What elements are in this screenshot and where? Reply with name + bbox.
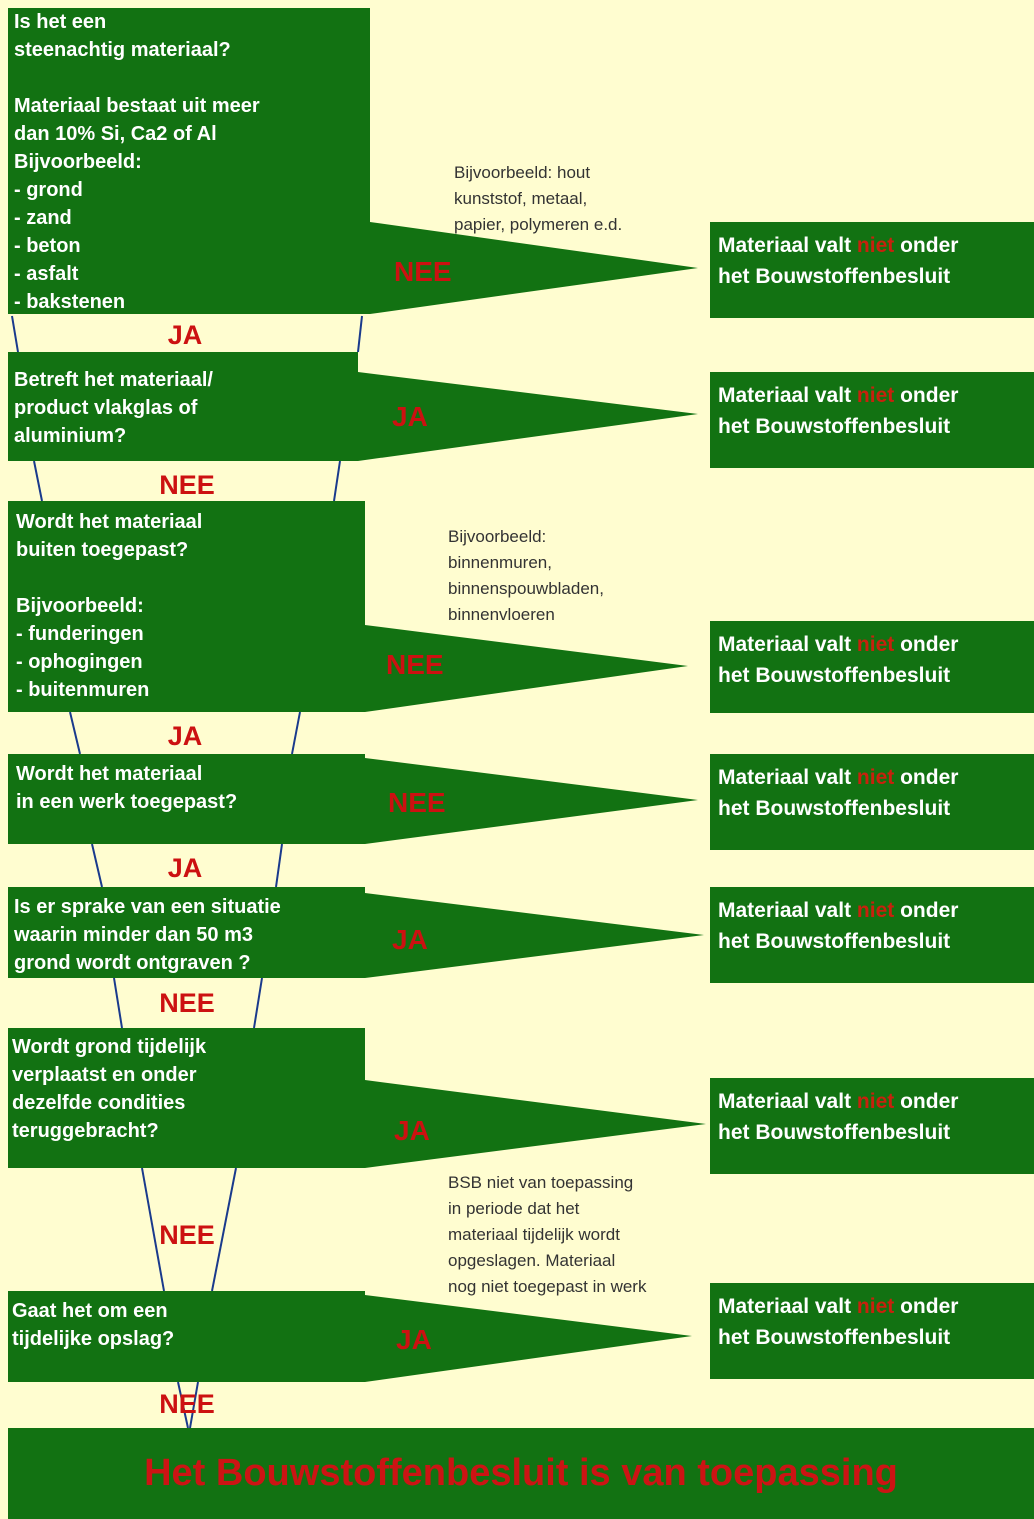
question-7-arrow-label: JA — [396, 1324, 432, 1355]
result-text: Materiaal valt — [718, 384, 857, 407]
result-text: Materiaal valt — [718, 899, 857, 922]
result-text: Materiaal valt — [718, 234, 857, 257]
connector-line — [292, 712, 300, 754]
result-negation: niet — [856, 234, 895, 257]
question-2-next-label: NEE — [159, 470, 215, 500]
connector-line — [358, 316, 362, 352]
result-box — [710, 1078, 1034, 1174]
result-text: onder — [894, 899, 959, 922]
connector-line — [92, 844, 102, 887]
result-box — [710, 372, 1034, 468]
connector-line — [334, 461, 340, 501]
final-outcome-text: Het Bouwstoffenbesluit is van toepassing — [144, 1452, 898, 1494]
question-1-next-label: JA — [167, 320, 203, 350]
result-negation: niet — [856, 1090, 895, 1113]
result-line-2: het Bouwstoffenbesluit — [718, 1121, 951, 1144]
result-text: onder — [894, 384, 959, 407]
question-2-text: Betreft het materiaal/ product vlakglas of aluminium? — [14, 369, 213, 447]
result-text: onder — [894, 234, 959, 257]
question-3-next-label: JA — [167, 721, 203, 751]
connector-line — [114, 978, 122, 1028]
final-outcome-box — [8, 1428, 1034, 1519]
question-6-arrow-label: JA — [394, 1115, 430, 1146]
question-7-text: Gaat het om een tijdelijke opslag? — [12, 1300, 175, 1350]
result-line-1 — [718, 895, 1034, 926]
connector-line — [254, 978, 262, 1028]
question-4-next-label: JA — [167, 853, 203, 883]
question-6-next-label: NEE — [159, 1220, 215, 1250]
connector-line — [34, 461, 42, 501]
result-negation: niet — [856, 633, 895, 656]
result-text: Materiaal valt — [718, 1090, 857, 1113]
result-line-2: het Bouwstoffenbesluit — [718, 1326, 951, 1349]
question-1-text: Is het een steenachtig materiaal? Materiaal bestaat uit meer dan 10% Si, Ca2 of Al Bijvoorbeeld: - grond - zand - beton - asfalt - bakstenen — [14, 11, 260, 313]
question-1-arrow-label: NEE — [394, 256, 452, 287]
result-negation: niet — [856, 766, 895, 789]
question-4-text: Wordt het materiaal in een werk toegepast? — [16, 763, 238, 813]
connector-line — [70, 712, 80, 754]
connector-line — [276, 844, 282, 887]
result-text: Materiaal valt — [718, 1295, 857, 1318]
result-box — [710, 887, 1034, 983]
result-box — [710, 1283, 1034, 1379]
question-4-arrow-label: NEE — [388, 787, 446, 818]
result-line-2: het Bouwstoffenbesluit — [718, 415, 951, 438]
result-text: onder — [894, 633, 959, 656]
note-examples-indoor: Bijvoorbeeld: binnenmuren, binnenspouwbladen, binnenvloeren — [448, 527, 604, 624]
result-line-2: het Bouwstoffenbesluit — [718, 265, 951, 288]
result-text: Materiaal valt — [718, 633, 857, 656]
result-negation: niet — [856, 899, 895, 922]
result-box — [710, 754, 1034, 850]
result-line-1 — [718, 230, 1034, 261]
question-3-text: Wordt het materiaal buiten toegepast? Bijvoorbeeld: - funderingen - ophogingen - buitenmuren — [16, 511, 203, 701]
result-line-1 — [718, 380, 1034, 411]
result-text: Materiaal valt — [718, 766, 857, 789]
result-box — [710, 621, 1034, 713]
result-line-2: het Bouwstoffenbesluit — [718, 930, 951, 953]
result-negation: niet — [856, 384, 895, 407]
result-line-1 — [718, 1086, 1034, 1117]
question-2-arrow-label: JA — [392, 401, 428, 432]
question-3-arrow-label: NEE — [386, 649, 444, 680]
result-text: onder — [894, 766, 959, 789]
question-6-text: Wordt grond tijdelijk verplaatst en onder dezelfde condities teruggebracht? — [12, 1036, 207, 1142]
note-examples-non-stone: Bijvoorbeeld: hout kunststof, metaal, papier, polymeren e.d. — [454, 163, 623, 234]
question-5-next-label: NEE — [159, 988, 215, 1018]
result-line-2: het Bouwstoffenbesluit — [718, 664, 951, 687]
result-line-1 — [718, 629, 1034, 660]
question-7-next-label: NEE — [159, 1389, 215, 1419]
question-5-text: Is er sprake van een situatie waarin minder dan 50 m3 grond wordt ontgraven ? — [14, 896, 281, 974]
connector-line — [12, 316, 18, 352]
question-5-arrow-label: JA — [392, 924, 428, 955]
result-line-2: het Bouwstoffenbesluit — [718, 797, 951, 820]
result-box — [710, 222, 1034, 318]
result-text: onder — [894, 1295, 959, 1318]
result-line-1 — [718, 762, 1034, 793]
result-line-1 — [718, 1291, 1034, 1322]
result-negation: niet — [856, 1295, 895, 1318]
result-text: onder — [894, 1090, 959, 1113]
note-temporary-storage: BSB niet van toepassing in periode dat het materiaal tijdelijk wordt opgeslagen. Materiaal nog niet toegepast in werk — [448, 1173, 647, 1296]
